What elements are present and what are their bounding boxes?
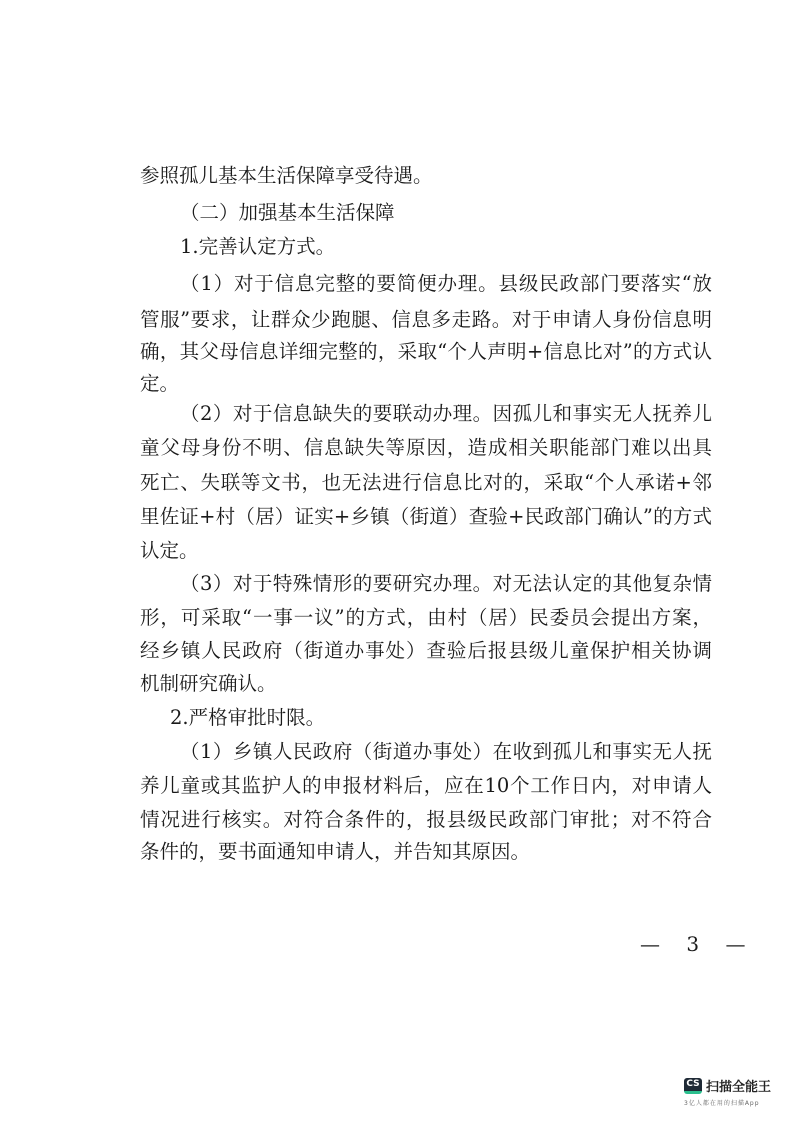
- subheading: 1.完善认定方式。: [180, 235, 336, 258]
- text-line: 童父母身份不明、信息缺失等原因，造成相关职能部门难以出具: [140, 436, 712, 459]
- text-line: （1）对于信息完整的要简便办理。县级民政部门要落实“放: [180, 272, 712, 295]
- text-line: 经乡镇人民政府（街道办事处）查验后报县级儿童保护相关协调: [140, 639, 712, 662]
- text-line: 情况进行核实。对符合条件的，报县级民政部门审批；对不符合: [140, 808, 712, 831]
- text-line: 里佐证+村（居）证实+乡镇（街道）查验+民政部门确认”的方式: [140, 505, 712, 528]
- text-line: （1）乡镇人民政府（街道办事处）在收到孤儿和事实无人抚: [180, 740, 712, 763]
- watermark-tagline: 3亿人都在用的扫描App: [684, 1100, 760, 1107]
- text-line: 确，其父母信息详细完整的，采取“个人声明+信息比对”的方式认: [140, 340, 712, 363]
- page-number: — 3 —: [640, 932, 756, 956]
- text-line: 条件的，要书面通知申请人，并告知其原因。: [140, 840, 531, 863]
- text-line: （2）对于信息缺失的要联动办理。因孤儿和事实无人抚养儿: [180, 402, 712, 425]
- text-line: 管服”要求，让群众少跑腿、信息多走路。对于申请人身份信息明: [140, 308, 712, 331]
- section-heading: （二）加强基本生活保障: [180, 201, 395, 224]
- text-line: 参照孤儿基本生活保障享受待遇。: [140, 164, 433, 187]
- camscanner-logo-icon: CS: [684, 1078, 702, 1094]
- watermark-brand: 扫描全能王: [706, 1080, 772, 1095]
- text-line: 养儿童或其监护人的申报材料后，应在10个工作日内，对申请人: [140, 774, 712, 797]
- text-line: （3）对于特殊情形的要研究办理。对无法认定的其他复杂情: [180, 572, 712, 595]
- text-line: 形，可采取“一事一议”的方式，由村（居）民委员会提出方案，: [140, 606, 712, 629]
- text-line: 死亡、失联等文书，也无法进行信息比对的，采取“个人承诺+邻: [140, 471, 712, 494]
- scanner-watermark: [684, 1076, 784, 1107]
- text-line: 定。: [140, 372, 180, 395]
- text-line: 机制研究确认。: [140, 672, 277, 695]
- text-line: 认定。: [140, 539, 199, 562]
- subheading: 2.严格审批时限。: [170, 706, 326, 729]
